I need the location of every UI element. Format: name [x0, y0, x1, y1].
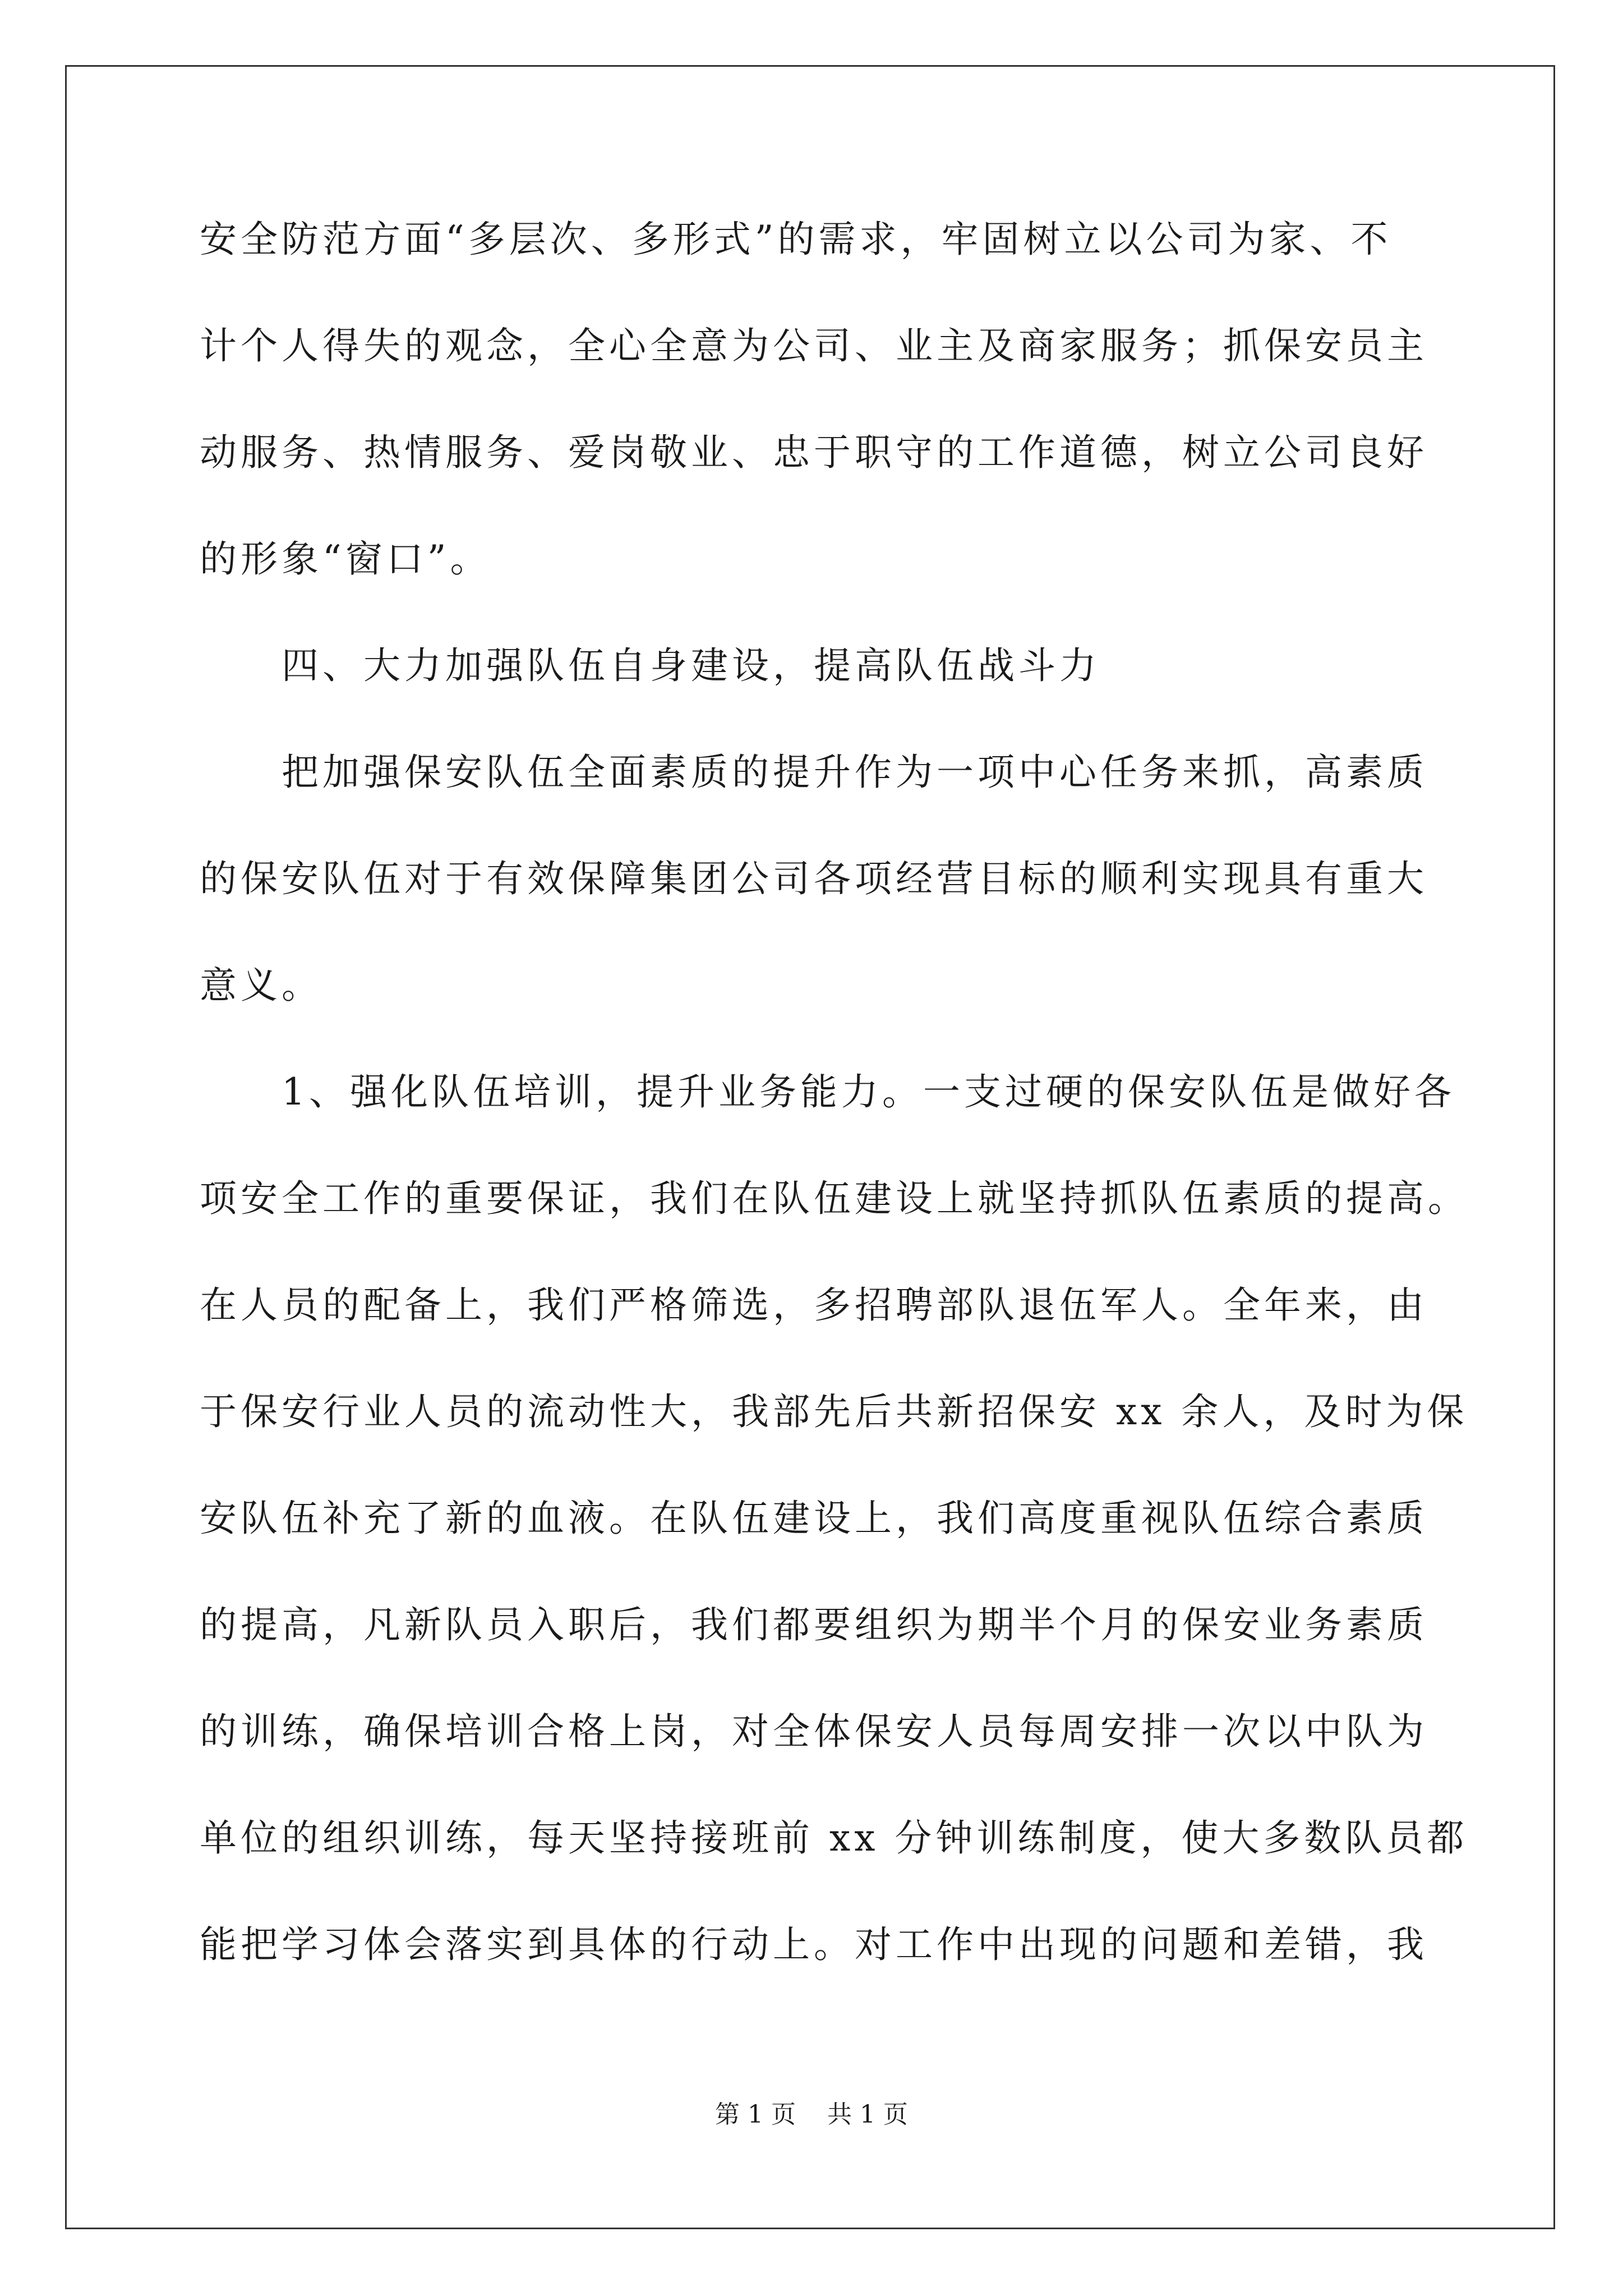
text-line: 的保安队伍对于有效保障集团公司各项经营目标的顺利实现具有重大	[200, 857, 1428, 900]
text-line: 把加强保安队伍全面素质的提升作为一项中心任务来抓，高素质	[282, 751, 1428, 794]
text-line: 安队伍补充了新的血液。在队伍建设上，我们高度重视队伍综合素质	[200, 1497, 1428, 1540]
text-line: 于保安行业人员的流动性大，我部先后共新招保安 xx 余人，及时为保	[200, 1390, 1468, 1433]
text-line: 能把学习体会落实到具体的行动上。对工作中出现的问题和差错，我	[200, 1923, 1428, 1966]
text-line: 意义。	[200, 964, 322, 1007]
text-line: 安全防范方面“多层次、多形式”的需求，牢固树立以公司为家、不	[200, 218, 1392, 261]
text-line: 的训练，确保培训合格上岗，对全体保安人员每周安排一次以中队为	[200, 1710, 1428, 1753]
text-line: 项安全工作的重要保证，我们在队伍建设上就坚持抓队伍素质的提高。	[200, 1177, 1469, 1220]
text-line: 单位的组织训练，每天坚持接班前 xx 分钟训练制度，使大多数队员都	[200, 1816, 1468, 1860]
text-line: 的形象“窗口”。	[200, 537, 491, 581]
text-line: 在人员的配备上，我们严格筛选，多招聘部队退伍军人。全年来，由	[200, 1283, 1428, 1327]
page-number-footer: 第 1 页 共 1 页	[715, 2100, 908, 2129]
text-line: 1、强化队伍培训，提升业务能力。一支过硬的保安队伍是做好各	[282, 1070, 1455, 1114]
text-line: 动服务、热情服务、爱岗敬业、忠于职守的工作道德，树立公司良好	[200, 431, 1428, 474]
section-heading: 四、大力加强队伍自身建设，提高队伍战斗力	[282, 644, 1100, 687]
text-line: 的提高，凡新队员入职后，我们都要组织为期半个月的保安业务素质	[200, 1603, 1428, 1646]
page-border	[65, 65, 1555, 2229]
text-line: 计个人得失的观念，全心全意为公司、业主及商家服务；抓保安员主	[200, 324, 1428, 367]
